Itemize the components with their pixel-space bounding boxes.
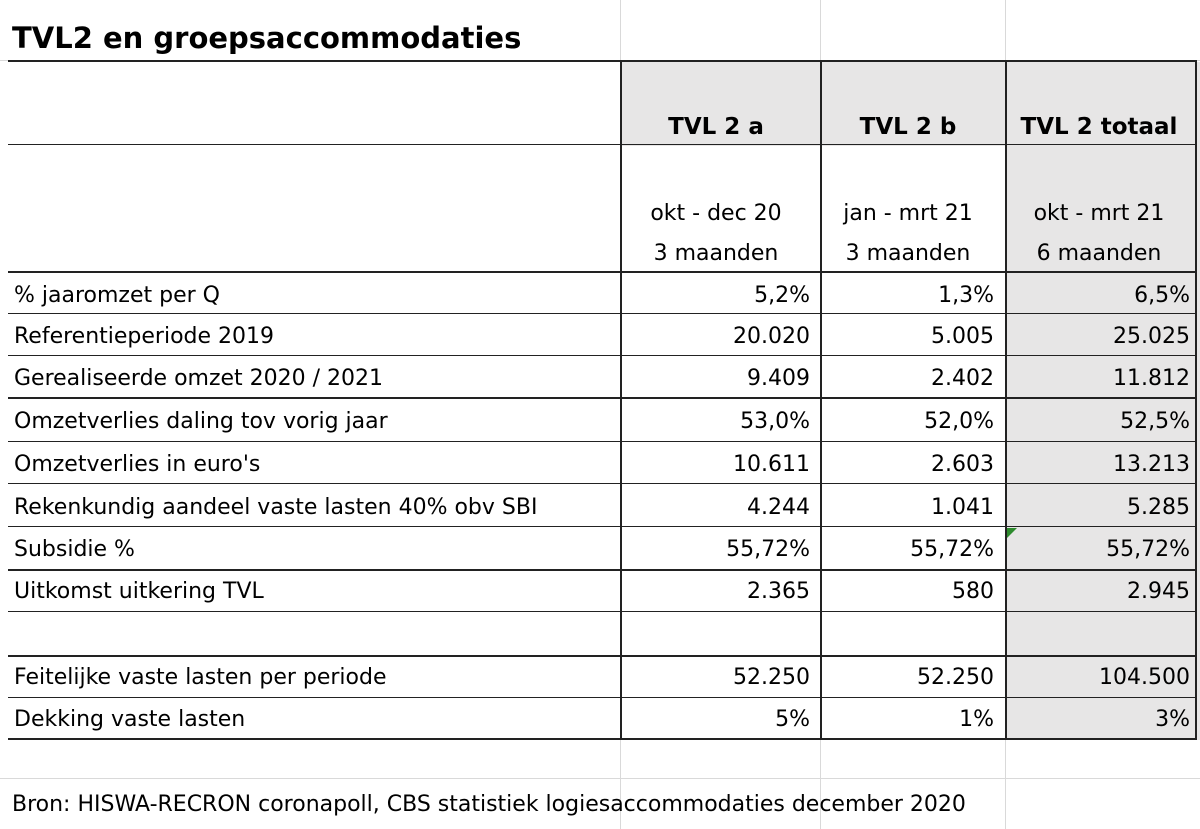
cell-value: 580 [952,579,994,604]
cell-value: 52.250 [733,665,810,690]
table-border-bottom [8,738,1196,740]
column-header: TVL 2 totaal [1020,114,1178,140]
row-divider [8,611,1196,612]
duration-label: 3 maanden [845,241,971,266]
row-divider [8,569,1196,571]
source-note: Bron: HISWA-RECRON coronapoll, CBS statistiek logiesaccommodaties december 2020 [12,792,966,817]
cell-value: 55,72% [726,537,810,562]
row-label: Omzetverlies daling tov vorig jaar [14,409,388,434]
cell-value: 2.603 [931,452,994,477]
cell-value: 20.020 [733,324,810,349]
row-label: Feitelijke vaste lasten per periode [14,665,387,690]
row-divider [8,271,1196,273]
cell-value: 10.611 [733,452,810,477]
row-divider [8,441,1196,442]
row-divider [8,144,1196,145]
cell-value: 5.005 [931,324,994,349]
cell-value: 13.213 [1113,452,1190,477]
cell-value: 1% [959,707,994,732]
column-header: TVL 2 b [859,114,957,140]
cell-value: 1.041 [931,495,994,520]
cell-value: 5% [775,707,810,732]
cell-value: 104.500 [1099,665,1190,690]
cell-value: 55,72% [1106,537,1190,562]
row-divider [8,697,1196,698]
cell-value: 2.945 [1127,579,1190,604]
period-label: okt - mrt 21 [1033,201,1165,226]
cell-value: 52.250 [917,665,994,690]
cell-value: 1,3% [938,283,994,308]
page-title: TVL2 en groepsaccommodaties [12,21,522,55]
cell-value: 53,0% [740,409,810,434]
cell-value: 52,5% [1120,409,1190,434]
cell-value: 25.025 [1113,324,1190,349]
cell-value: 52,0% [924,409,994,434]
gridline [0,778,1200,779]
cell-value: 5.285 [1127,495,1190,520]
cell-value: 2.402 [931,366,994,391]
table-border-top [8,60,1196,62]
cell-value: 4.244 [747,495,810,520]
column-divider [820,60,822,740]
column-divider [620,60,622,740]
cell-value: 55,72% [910,537,994,562]
row-label: Subsidie % [14,537,135,562]
duration-label: 3 maanden [653,241,779,266]
row-divider [8,355,1196,356]
row-label: Uitkomst uitkering TVL [14,579,264,604]
row-label: Dekking vaste lasten [14,707,246,732]
period-label: okt - dec 20 [650,201,782,226]
row-label: % jaaromzet per Q [14,283,220,308]
row-label: Rekenkundig aandeel vaste lasten 40% obv SBI [14,495,538,520]
total-column-shade [1005,146,1200,740]
duration-label: 6 maanden [1036,241,1162,266]
period-label: jan - mrt 21 [843,201,973,226]
cell-value: 2.365 [747,579,810,604]
table-border-right [1195,60,1197,740]
row-divider [8,397,1196,399]
column-header: TVL 2 a [668,114,764,140]
row-divider [8,483,1196,484]
cell-value: 11.812 [1113,366,1190,391]
column-divider [1005,60,1007,740]
row-divider [8,526,1196,527]
row-divider [8,313,1196,314]
row-label: Gerealiseerde omzet 2020 / 2021 [14,366,384,391]
cell-value: 9.409 [747,366,810,391]
row-label: Referentieperiode 2019 [14,324,275,349]
cell-value: 6,5% [1134,283,1190,308]
row-divider [8,655,1196,657]
cell-value: 5,2% [754,283,810,308]
cell-value: 3% [1155,707,1190,732]
row-label: Omzetverlies in euro's [14,452,261,477]
